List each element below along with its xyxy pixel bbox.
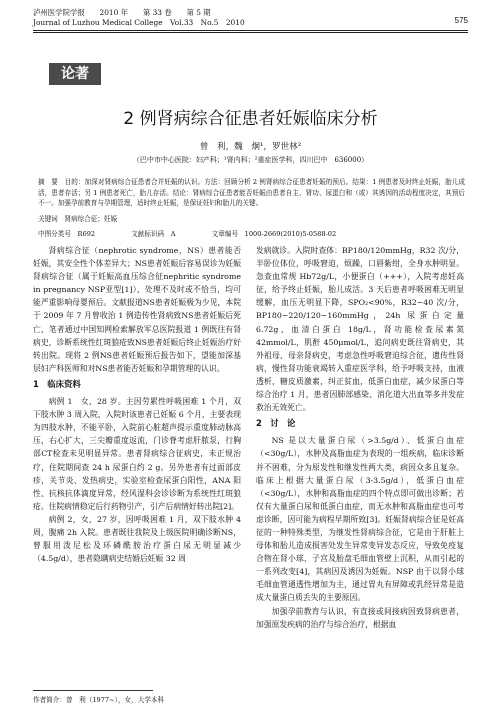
case-1-paragraph: 病例 1 女，28 岁。主因劳累性呼吸困难 1 个月，双下肢水肿 3 周入院，入院时该患者已妊娠 6 个月，主要表现为四肢水肿，不能平卧，入院前心脏超声提示重度肺动脉高压，右心扩大，三尖瓣重度返流，门诊脊考虑肝脓泵，行胸部CT检查未见明显异常。患者肾病综合征病史，未正规治疗，住院期间查 24 h 尿蛋白约 2 g。另外患者有过面部皮疹，关节炎、发热病史，实验室检查尿蛋白阳性，ANA 阳性、抗核抗体滴度异常，经风湿科会诊诊断为系统性红斑狼疮。住院病情稳定后行药物引产，引产后病情好转出院[2]。 [33,397,241,511]
article-title: 2 例肾病综合征患者妊娠临床分析 [123,109,378,129]
case-2-paragraph: 病例 2，女，27 岁，因呼吸困难 1 月，双下肢水肿 4 周，腹痛 2h 入院。患者既往我院及上级医院明确诊断NS，曾服用泼尼松及环磷酰胺治疗蛋白尿无明显减少（4.5g/d），患者隐瞒病史结婚后妊娠 32 周 [33,514,241,564]
affiliation: （巴中市中心医院：妇产科；¹肾内科；²重症医学科，四川巴中 636000） [132,156,369,164]
running-header [33,8,468,28]
footnote-rule [33,690,153,691]
discussion-paragraph: NS 是以大量蛋白尿（>3.5g/d）、低蛋白血症（<30g/L），水肿及高脂血症为表现的一组疾病，临床诊断并不困难，分为原发性和继发性两大类，病因众多且复杂。临床上根据大量蛋白尿（3-3.5g/d），低蛋白血症（<30g/L），水肿和高脂血症的四个特点即可做出诊断；若仅有大量蛋白尿和低蛋白血症，而无水肿和高脂血症也可考虑诊断，因可能为病程早期所致[3]。妊娠肾病综合征是妊高征的一种特殊类型，为继发性肾病综合征，它是由于肝脏上母体和胎儿造成损害处发生异常变异发态反应，导致免疫复合物在肾小球、子宫及胎盘毛细血管壁上沉积，从而引起的一系列改变[4]，其病因及诱因为妊娠。NSP 由于以肾小球毛细血管通透性增加为主，通过胃丸有屏障或乳经异常是造成大量蛋白质丢失的主要原因。 [256,436,464,603]
document-code: 文献标识码 A [131,230,176,238]
case-2-continued: 发病就诊。入院时查体：BP180/120mmHg，R32 次/分，半卧位体位，呼吸窘迫，烦躁，口唇紫绀，全身水肿明显。急查血常规 Hb72g/L，小便蛋白（+++），入院考虑妊高征，给予终止妊娠，胎儿成活。3 天后患者呼吸困难无明显缓解，血压无明显下降，SPO₂<90%，R32~40 次/分，BP180~220/120~160mmHg，24h 尿蛋白定量 6.72g，血清白蛋白 18g/L，肾功能检查尿素氮 42mmol/L，肌酐 450μmol/L，追问病史既往肾病史，其外祖母、母亲肾病史，考虑急性呼吸窘迫综合征，遗传性肾病，慢性肾功能衰竭转入重症医学科，给予呼吸支持，血液透析，糖皮质激素，纠正贫血，低蛋白血症，减少尿蛋白等综合治疗 1 月，患者因肺部感染、消化道大出血等多并发症救治无效死亡。 [256,246,464,413]
abstract [38,177,465,209]
page-number: 575 [454,16,468,25]
header-rule-bottom [33,32,468,33]
section-heading-discussion: 2 讨 论 [256,418,296,429]
journal-line-cn: 泸州医学院学报 2010 年 第 33 卷 第 5 期 [33,8,211,17]
abstract-text: 摘 要 目的：加深对肾病综合征患者合并妊娠的认识。方法：回顾分析 2 例肾病综合征患者妊娠的预后。结果：1 例患者及时终止妊娠，胎儿成活，患者存活；另 1 例患者死亡，胎儿存活。结论：肾病综合征患者能否妊娠由患者自主、肾功、尿蛋白和（或）其诱因的活动程度决定，其预后不一。加强孕前教育与孕期管理，适时终止妊娠，是保证妊妇和胎儿的关键。 [38,178,465,208]
header-rule-top [33,30,468,31]
article-id: 文章编号 1000-2669(2010)5-0588-02 [211,230,337,238]
section-banner: 论著 [49,63,101,85]
intro-paragraph: 肾病综合征（nephrotic syndrome，NS）患者能否妊娠，其安全性个体差异大；NS患者妊娠后容易误诊为妊娠肾病综合征（属于妊娠高血压综合征nephritic syndrome in pregnancy NSP亚型[1]），处理不及时或不恰当，均可能严重影响母婴预后。文献报道NS患者妊娠极为少见，本院于 2009 年 7 月曾收治 1 例造传性肾病致NS患者妊娠后死亡，笔者通过中国知网检索解放军总医院报道 1 例既往有肾病史，诊断系统性红斑狼疮致NS患者妊娠后终止妊娠治疗好转出院。现将 2 例NS患者妊娠预后报告如下，望能加深基层妇产科医师和对NS患者能否妊娠和孕期管理的认识。 [33,246,241,373]
section-heading-clinical: 1 临床资料 [33,378,81,389]
author-list: 曾 利，魏 炯¹，罗世林² [199,142,302,152]
clc-number: 中图分类号 R692 [38,230,96,238]
left-column [33,244,241,565]
keywords: 关键词 肾病综合征；妊娠 [38,215,118,223]
discussion-paragraph-2: 加强孕前教育与认识，有直接或间接病因致肾病患者，加强原发疾病的治疗与综合治疗，根据血 [256,606,464,629]
classification-line [38,228,465,238]
journal-line-en: Journal of Luzhou Medical College Vol.33 No.5 2010 [33,18,245,27]
right-column [256,244,464,631]
author-footnote: 作者简介：曾 利（1977~），女，大学本科 [33,696,165,704]
